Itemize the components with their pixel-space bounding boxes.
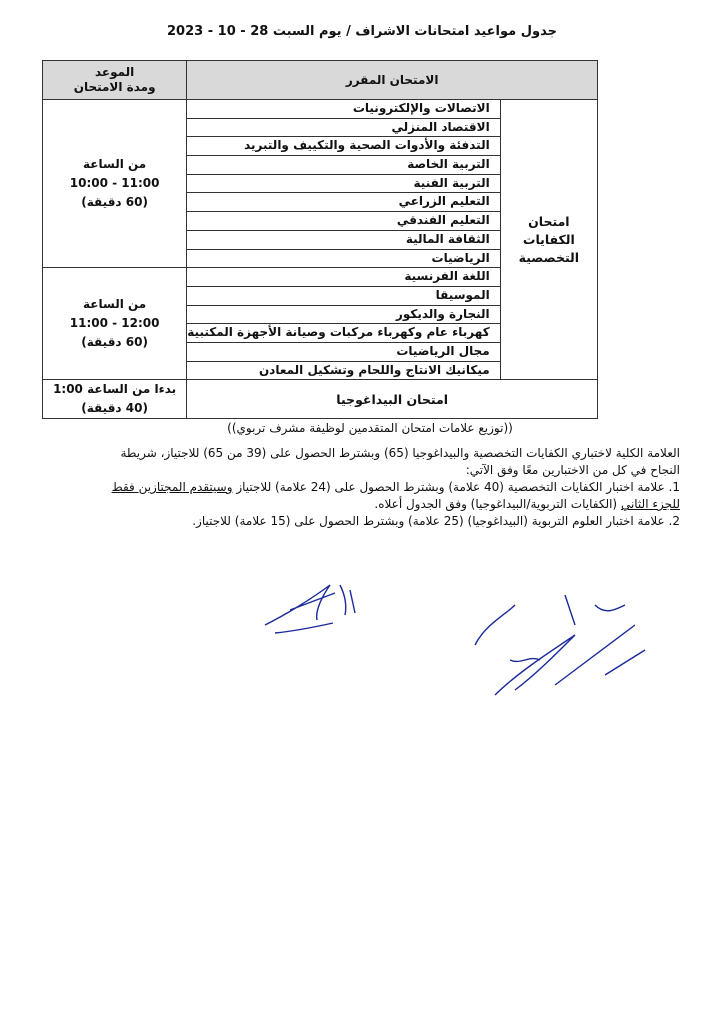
group-label-line2: التخصصية (518, 249, 580, 265)
time-label: من الساعة (83, 297, 147, 312)
course-item: التعليم الزراعي (187, 193, 499, 212)
table-header-row (43, 61, 598, 100)
item1-text-b-underlined: وسيتقدم المجتازين فقط (111, 480, 233, 494)
notes-item-2: 2. علامة اختبار العلوم التربوية (البيداغوجيا) (25 علامة) وبشترط الحصول على (15 علامة) للاجتياز. (192, 514, 680, 528)
pedagogy-duration: (40 دقيقة) (81, 401, 148, 416)
page-title: جدول مواعيد امتحانات الاشراف / يوم السبت 28 - 10 - 2023 (167, 24, 557, 39)
item1-cont-underlined: للجزء الثاني (620, 497, 680, 511)
header-time (43, 61, 187, 100)
item1-text-a: 1. علامة اختبار الكفايات التخصصية (40 علامة) وبشترط الحصول على (24 علامة) للاجتياز (232, 480, 680, 494)
duration: (60 دقيقة) (81, 195, 148, 210)
time-cell-block1 (43, 100, 187, 268)
course-item: الرياضيات (431, 250, 490, 265)
course-item: الاتصالات والإلكترونيات (187, 100, 499, 119)
notes-item-1-cont (60, 496, 680, 513)
time-range: 11:00 - 12:00 (69, 316, 160, 331)
header-time-line1: الموعد (94, 65, 135, 79)
signature-left (255, 565, 375, 640)
notes-paragraph-line1: العلامة الكلية لاختباري الكفايات التخصصية والبيداغوجيا (65) وبشترط الحصول على (39 من 65) للاجتياز، شريطة (120, 446, 680, 460)
course-item: التربية الخاصة (187, 156, 499, 175)
course-item: ميكانيك الانتاج واللحام وتشكيل المعادن (258, 362, 490, 377)
notes-section (60, 420, 680, 530)
notes-heading: ((توزيع علامات امتحان المتقدمين لوظيفة مشرف تربوي)) (227, 421, 513, 435)
signature-right (455, 565, 655, 715)
group-label-cell (500, 100, 597, 380)
course-item: النجارة والديكور (187, 306, 499, 325)
item1-cont-text: (الكفايات التربوية/البيداغوجيا) وفق الجدول أعلاه. (374, 497, 621, 511)
course-item: مجال الرياضيات (187, 343, 499, 362)
course-item: الثقافة المالية (187, 231, 499, 250)
duration: (60 دقيقة) (81, 335, 148, 350)
course-item: التدفئة والأدوات الصحية والتكييف والتبريد (187, 137, 499, 156)
course-item: كهرباء عام وكهرباء مركبات وصيانة الأجهزة المكتبية (187, 324, 499, 343)
course-item: التربية الفنية (187, 175, 499, 194)
notes-paragraph-line2: النجاح في كل من الاختبارين معًا وفق الآتي: (465, 463, 680, 477)
exam-schedule-table (42, 60, 598, 419)
course-item: الموسيقا (187, 287, 499, 306)
pedagogy-time: بدءا من الساعة 1:00 (53, 382, 177, 397)
time-cell-block2 (43, 268, 187, 380)
table-row-pedagogy (43, 380, 598, 419)
header-course: الامتحان المقرر (187, 61, 598, 100)
time-range: 10:00 - 11:00 (69, 176, 160, 191)
header-time-line2: ومدة الامتحان (73, 80, 156, 94)
pedagogy-label: امتحان البيداغوجيا (187, 380, 598, 419)
table-row-block1 (43, 100, 598, 268)
time-cell-pedagogy (43, 380, 187, 419)
group-label-line1: امتحان الكفايات (522, 213, 575, 247)
courses-cell-block1 (187, 100, 500, 268)
course-item: الاقتصاد المنزلي (187, 119, 499, 138)
course-item: اللغة الفرنسية (187, 268, 499, 287)
course-item: التعليم الفندقي (187, 212, 499, 231)
time-label: من الساعة (83, 157, 147, 172)
notes-item-1 (60, 479, 680, 496)
courses-cell-block2 (187, 268, 500, 380)
